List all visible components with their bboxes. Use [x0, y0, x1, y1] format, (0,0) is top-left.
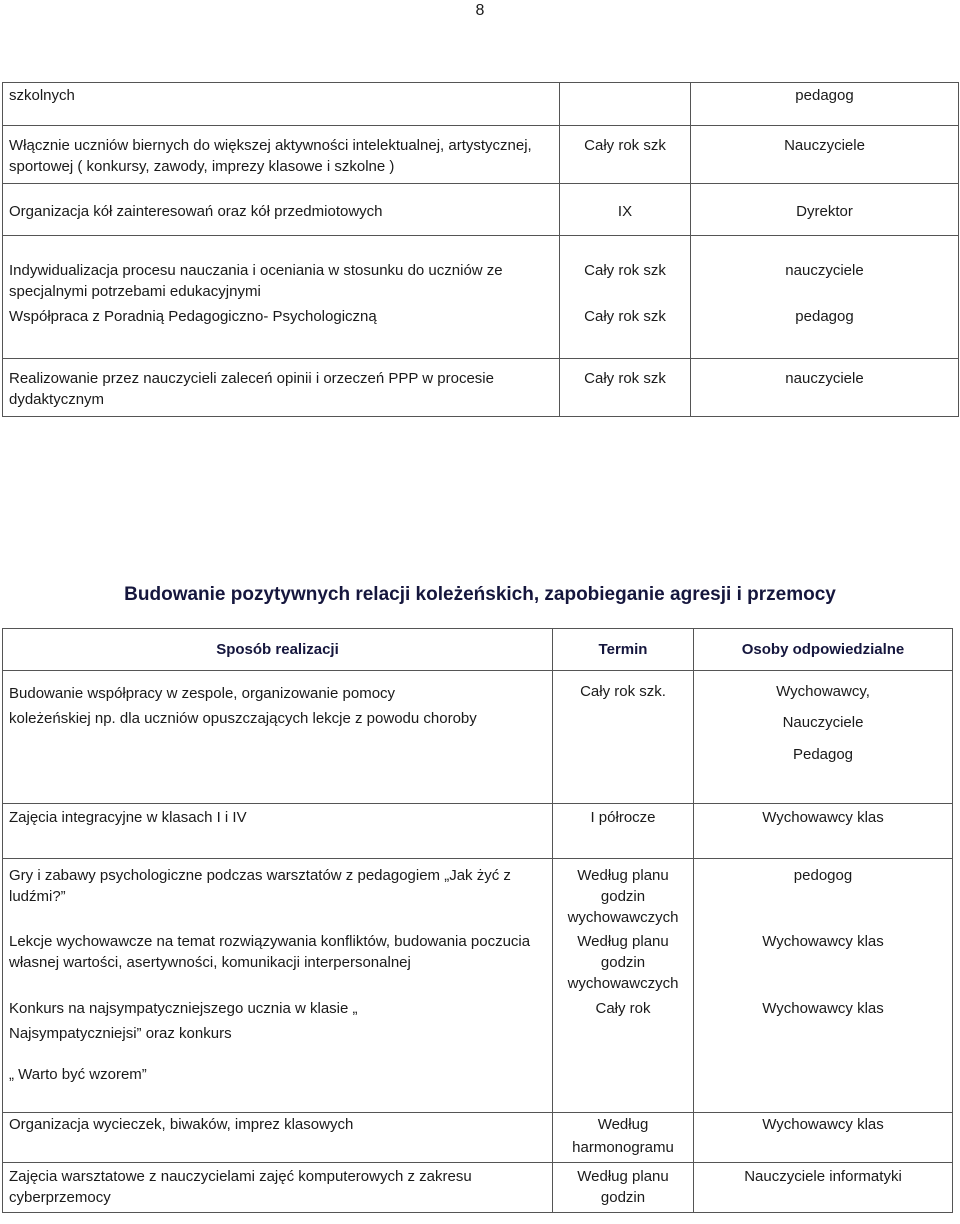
activity-cell: Organizacja kół zainteresowań oraz kół przedmiotowych	[3, 184, 560, 236]
table-row	[3, 83, 959, 126]
responsible-cell: pedogog	[694, 859, 953, 929]
term-line: Według	[597, 1116, 649, 1133]
term-cell	[553, 1163, 694, 1213]
activity-cell	[3, 671, 553, 804]
activity-line: Najsympatyczniejsi” oraz konkurs	[9, 1024, 232, 1042]
table-row	[3, 998, 953, 1113]
responsible-cell: nauczyciele	[691, 236, 959, 303]
responsible-line: Nauczyciele	[782, 714, 864, 731]
responsible-cell	[694, 671, 953, 804]
term-cell: I półrocze	[553, 804, 694, 859]
table-row	[3, 804, 953, 859]
term-line: Według planu	[577, 1168, 669, 1185]
activity-line: Budowanie współpracy w zespole, organizowanie pomocy	[9, 685, 396, 702]
responsible-cell: Wychowawcy klas	[694, 804, 953, 859]
responsible-cell: nauczyciele	[691, 358, 959, 416]
activity-line: Konkurs na najsympatyczniejszego ucznia w klasie „	[9, 999, 358, 1017]
table-row	[3, 859, 953, 929]
activity-cell: Lekcje wychowawcze na temat rozwiązywania konfliktów, budowania poczucia własnej wartości, asertywności, komunikacji interpersonalnej	[3, 929, 553, 998]
responsible-cell: Wychowawcy klas	[694, 929, 953, 998]
term-cell	[560, 83, 691, 126]
table-row	[3, 126, 959, 184]
table-row	[3, 1113, 953, 1163]
activity-cell: Zajęcia warsztatowe z nauczycielami zajęć komputerowych z zakresu cyberprzemocy	[3, 1163, 553, 1213]
activity-line: „ Warto być wzorem”	[9, 1065, 147, 1083]
activity-cell: Zajęcia integracyjne w klasach I i IV	[3, 804, 553, 859]
term-cell: IX	[560, 184, 691, 236]
table-row	[3, 236, 959, 303]
term-cell: Cały rok szk	[560, 358, 691, 416]
term-cell: Cały rok szk	[560, 236, 691, 303]
column-header-term: Termin	[553, 629, 694, 671]
table-row	[3, 358, 959, 416]
table-row	[3, 1163, 953, 1213]
responsible-cell: pedagog	[691, 302, 959, 358]
responsible-cell: Nauczyciele informatyki	[694, 1163, 953, 1213]
activity-cell: Gry i zabawy psychologiczne podczas warsztatów z pedagogiem „Jak żyć z ludźmi?”	[3, 859, 553, 929]
term-cell: Cały rok	[553, 998, 694, 1113]
activity-cell: Współpraca z Poradnią Pedagogiczno- Psychologiczną	[3, 302, 560, 358]
responsible-line: Pedagog	[792, 746, 854, 763]
term-line: Według planu	[577, 867, 669, 884]
responsible-line: Wychowawcy,	[776, 683, 870, 700]
table-row	[3, 929, 953, 998]
activity-cell: Realizowanie przez nauczycieli zaleceń opinii i orzeczeń PPP w procesie dydaktycznym	[3, 358, 560, 416]
responsible-cell: pedagog	[691, 83, 959, 126]
table-row	[3, 184, 959, 236]
section-heading: Budowanie pozytywnych relacji koleżeńskich, zapobieganie agresji i przemocy	[124, 584, 836, 605]
page-number: 8	[475, 2, 485, 19]
term-line: wychowawczych	[567, 974, 679, 992]
responsible-cell: Nauczyciele	[691, 126, 959, 184]
term-line: harmonogramu	[572, 1139, 674, 1156]
column-header-method: Sposób realizacji	[3, 629, 553, 671]
term-cell: Cały rok szk	[560, 126, 691, 184]
activity-cell: Organizacja wycieczek, biwaków, imprez klasowych	[3, 1113, 553, 1163]
table-row	[3, 671, 953, 804]
term-cell	[553, 1113, 694, 1163]
responsible-cell: Dyrektor	[691, 184, 959, 236]
activity-cell: Włącznie uczniów biernych do większej aktywności intelektualnej, artystycznej, sportowej ( konkursy, zawody, imprezy klasowe i szkolne )	[3, 126, 560, 184]
table-row	[3, 302, 959, 358]
activity-cell	[3, 998, 553, 1113]
activity-cell: Indywidualizacja procesu nauczania i oceniania w stosunku do uczniów ze specjalnymi potrzebami edukacyjnymi	[3, 236, 560, 303]
activity-line: koleżeńskiej np. dla uczniów opuszczających lekcje z powodu choroby	[9, 710, 477, 727]
term-cell	[553, 929, 694, 998]
responsible-cell: Wychowawcy klas	[694, 1113, 953, 1163]
term-line: godzin	[600, 888, 646, 905]
header-row	[3, 629, 953, 671]
column-header-responsible: Osoby odpowiedzialne	[694, 629, 953, 671]
activities-table-2	[2, 628, 953, 1213]
term-cell	[553, 859, 694, 929]
responsible-cell: Wychowawcy klas	[694, 998, 953, 1113]
term-line: godzin	[600, 953, 646, 971]
activity-cell: szkolnych	[3, 83, 560, 126]
term-line: wychowawczych	[567, 909, 679, 926]
term-cell: Cały rok szk.	[553, 671, 694, 804]
term-line: Według planu	[577, 932, 669, 950]
activities-table-1	[2, 82, 959, 417]
term-cell: Cały rok szk	[560, 302, 691, 358]
term-line: godzin	[600, 1189, 646, 1206]
